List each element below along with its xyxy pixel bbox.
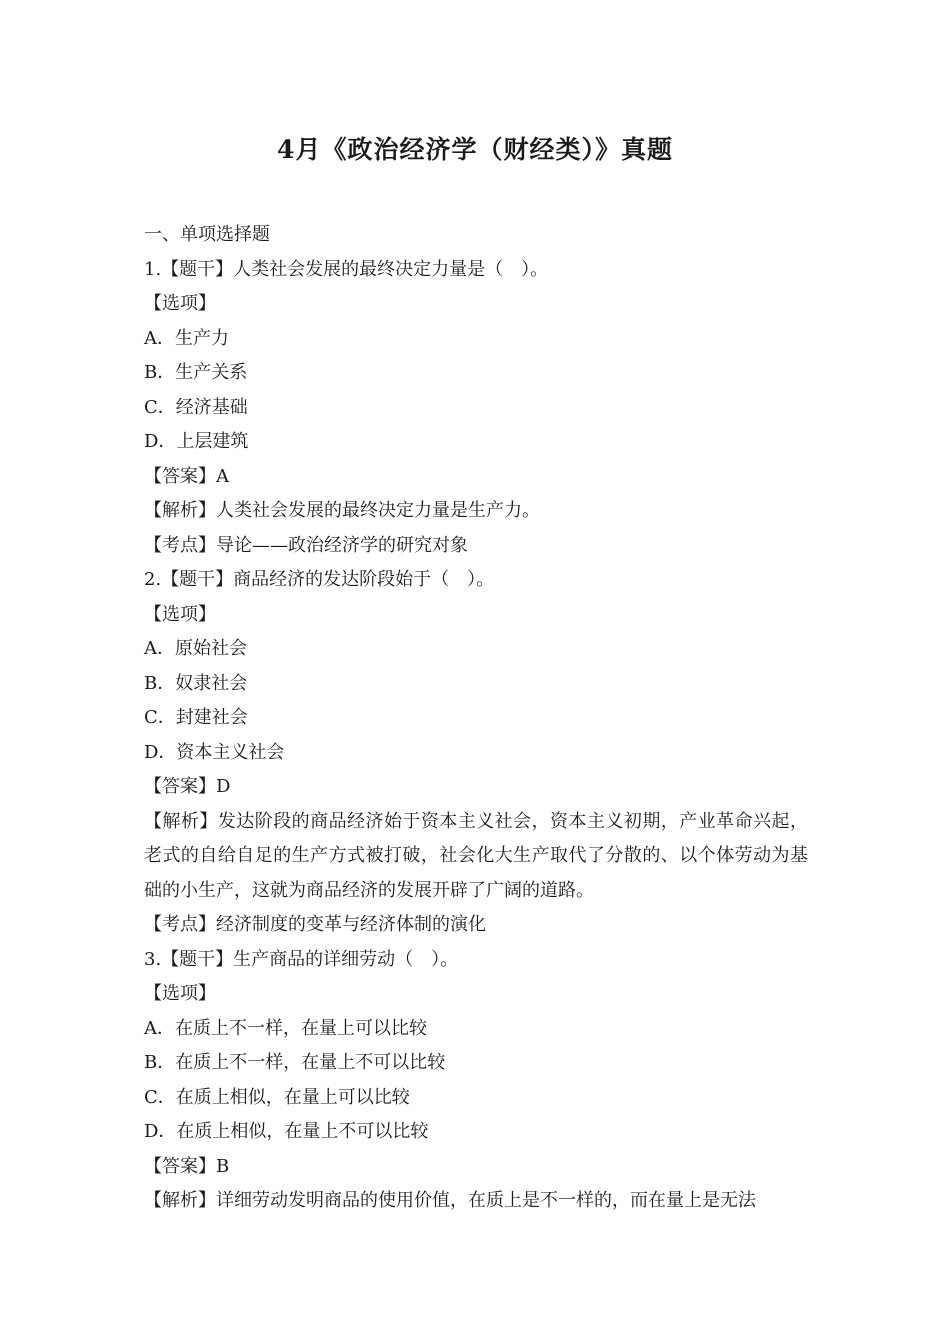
analysis: 【解析】发达阶段的商品经济始于资本主义社会，资本主义初期，产业革命兴起，老式的自给自足的生产方式被打破，社会化大生产取代了分散的、以个体劳动为基础的小生产，这就为商品经济的发展开辟了广阔的道路。	[144, 810, 808, 901]
answer: 【答案】A	[144, 465, 229, 487]
option-b: B．生产关系	[144, 362, 248, 383]
exam-point: 【考点】经济制度的变革与经济体制的演化	[144, 914, 486, 935]
section-heading: 一、单项选择题	[144, 224, 270, 245]
option-d: D．在质上相似，在量上不可以比较	[144, 1121, 429, 1142]
question-stem: 2.【题干】商品经济的发达阶段始于（ ）。	[144, 569, 495, 590]
question-2	[144, 563, 808, 943]
question-3	[144, 943, 808, 1219]
options-label: 【选项】	[144, 603, 216, 625]
option-d: D．上层建筑	[144, 431, 249, 452]
document-body	[144, 218, 808, 1219]
option-c: C．在质上相似，在量上可以比较	[144, 1086, 410, 1108]
options-label: 【选项】	[144, 983, 216, 1004]
option-b: B．在质上不一样，在量上不可以比较	[144, 1052, 446, 1073]
option-c: C．封建社会	[144, 707, 248, 728]
document-title: 4月《政治经济学（财经类）》真题	[277, 135, 673, 164]
analysis: 【解析】详细劳动发明商品的使用价值，在质上是不一样的，而在量上是无法	[144, 1190, 756, 1211]
option-d: D．资本主义社会	[144, 741, 285, 763]
exam-point: 【考点】导论——政治经济学的研究对象	[144, 534, 468, 556]
analysis: 【解析】人类社会发展的最终决定力量是生产力。	[144, 500, 540, 521]
option-b: B．奴隶社会	[144, 672, 248, 694]
options-label: 【选项】	[144, 293, 216, 314]
answer: 【答案】B	[144, 1155, 230, 1177]
option-a: A．生产力	[144, 327, 229, 349]
question-1	[144, 253, 808, 564]
option-a: A．原始社会	[144, 638, 247, 659]
option-c: C．经济基础	[144, 396, 248, 418]
question-stem: 3.【题干】生产商品的详细劳动（ ）。	[144, 948, 459, 970]
answer: 【答案】D	[144, 776, 231, 797]
option-a: A．在质上不一样，在量上可以比较	[144, 1017, 427, 1039]
question-stem: 1.【题干】人类社会发展的最终决定力量是（ ）。	[144, 258, 549, 280]
